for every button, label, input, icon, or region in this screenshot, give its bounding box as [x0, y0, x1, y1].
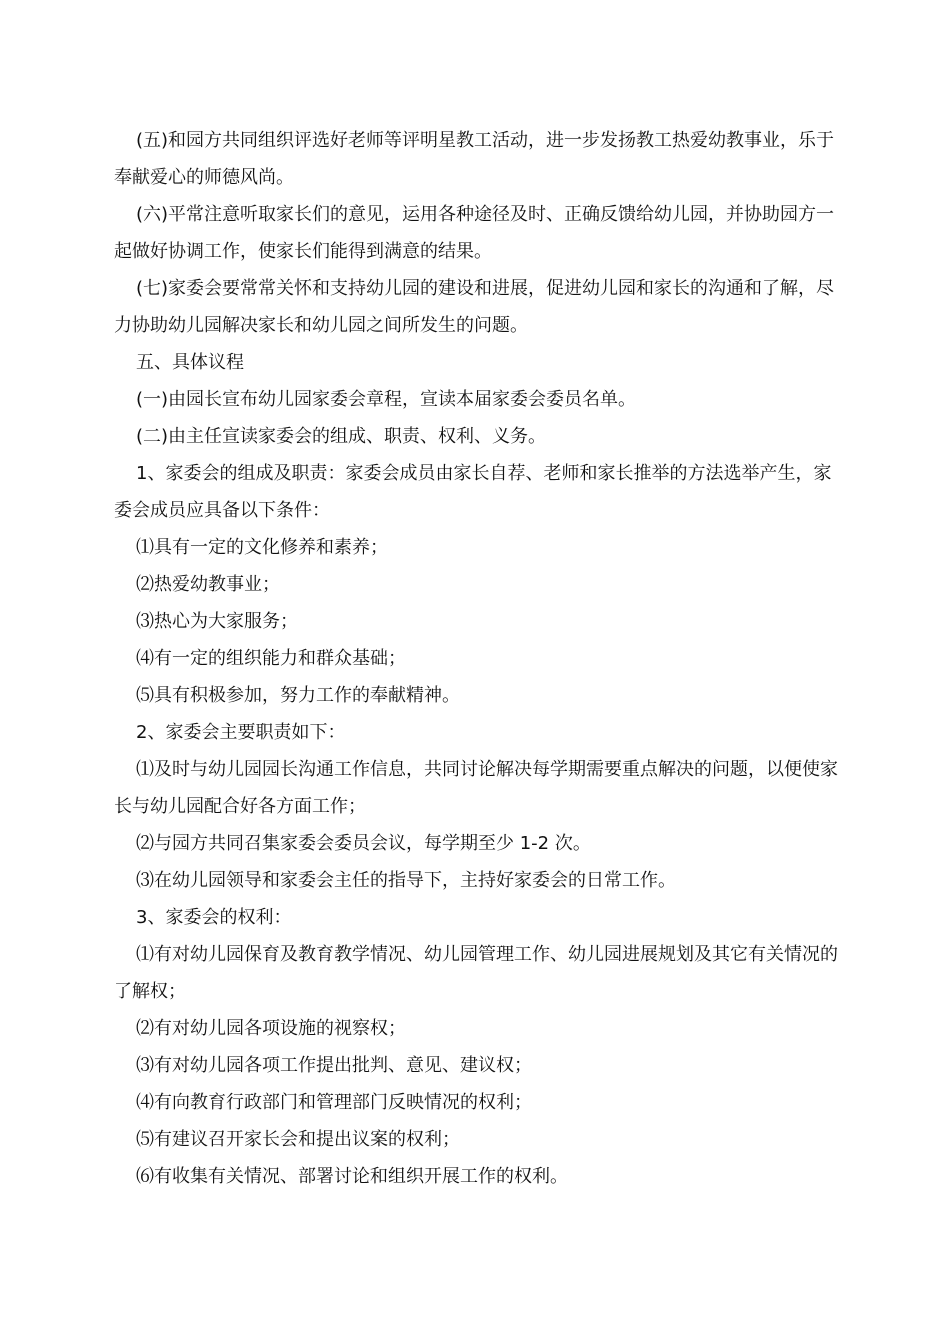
right-item-6: ⑹有收集有关情况、部署讨论和组织开展工作的权利。 — [136, 1166, 568, 1187]
condition-item-2: ⑵热爱幼教事业； — [136, 574, 280, 595]
right-item-4: ⑷有向教育行政部门和管理部门反映情况的权利； — [136, 1092, 532, 1113]
condition-item-5: ⑸具有积极参加，努力工作的奉献精神。 — [136, 685, 460, 706]
condition-item-1: ⑴具有一定的文化修养和素养； — [136, 537, 388, 558]
right-item-5: ⑸有建议召开家长会和提出议案的权利； — [136, 1129, 460, 1150]
section-heading-agenda: 五、具体议程 — [136, 352, 244, 373]
right-item-3: ⑶有对幼儿园各项工作提出批判、意见、建议权； — [136, 1055, 532, 1076]
agenda-item-one: (一)由园长宣布幼儿园家委会章程，宣读本届家委会委员名单。 — [136, 389, 637, 410]
right-item-2: ⑵有对幼儿园各项设施的视察权； — [136, 1018, 406, 1039]
right-item-1: ⑴有对幼儿园保育及教育教学情况、幼儿园管理工作、幼儿园进展规划及其它有关情况的了解权； — [114, 944, 838, 1002]
duty-item-3: ⑶在幼儿园领导和家委会主任的指导下，主持好家委会的日常工作。 — [136, 870, 676, 891]
duty-item-1: ⑴及时与幼儿园园长沟通工作信息，共同讨论解决每学期需要重点解决的问题，以便使家长与幼儿园配合好各方面工作； — [114, 759, 838, 817]
paragraph-six: (六)平常注意听取家长们的意见，运用各种途径及时、正确反馈给幼儿园，并协助园方一起做好协调工作，使家长们能得到满意的结果。 — [114, 204, 835, 262]
paragraph-seven: (七)家委会要常常关怀和支持幼儿园的建设和进展，促进幼儿园和家长的沟通和了解，尽力协助幼儿园解决家长和幼儿园之间所发生的问题。 — [114, 278, 835, 336]
agenda-item-two: (二)由主任宣读家委会的组成、职责、权利、义务。 — [136, 426, 547, 447]
duty-item-2: ⑵与园方共同召集家委会委员会议，每学期至少 1-2 次。 — [136, 833, 591, 854]
composition-and-duties: 1、家委会的组成及职责：家委会成员由家长自荐、老师和家长推举的方法选举产生，家委会成员应具备以下条件： — [114, 463, 832, 521]
document-body — [114, 122, 844, 1195]
main-duties-heading: 2、家委会主要职责如下： — [136, 722, 346, 743]
condition-item-4: ⑷有一定的组织能力和群众基础； — [136, 648, 406, 669]
rights-heading: 3、家委会的权利： — [136, 907, 292, 928]
paragraph-five: (五)和园方共同组织评选好老师等评明星教工活动，进一步发扬教工热爱幼教事业，乐于奉献爱心的师德风尚。 — [114, 130, 835, 188]
condition-item-3: ⑶热心为大家服务； — [136, 611, 298, 632]
